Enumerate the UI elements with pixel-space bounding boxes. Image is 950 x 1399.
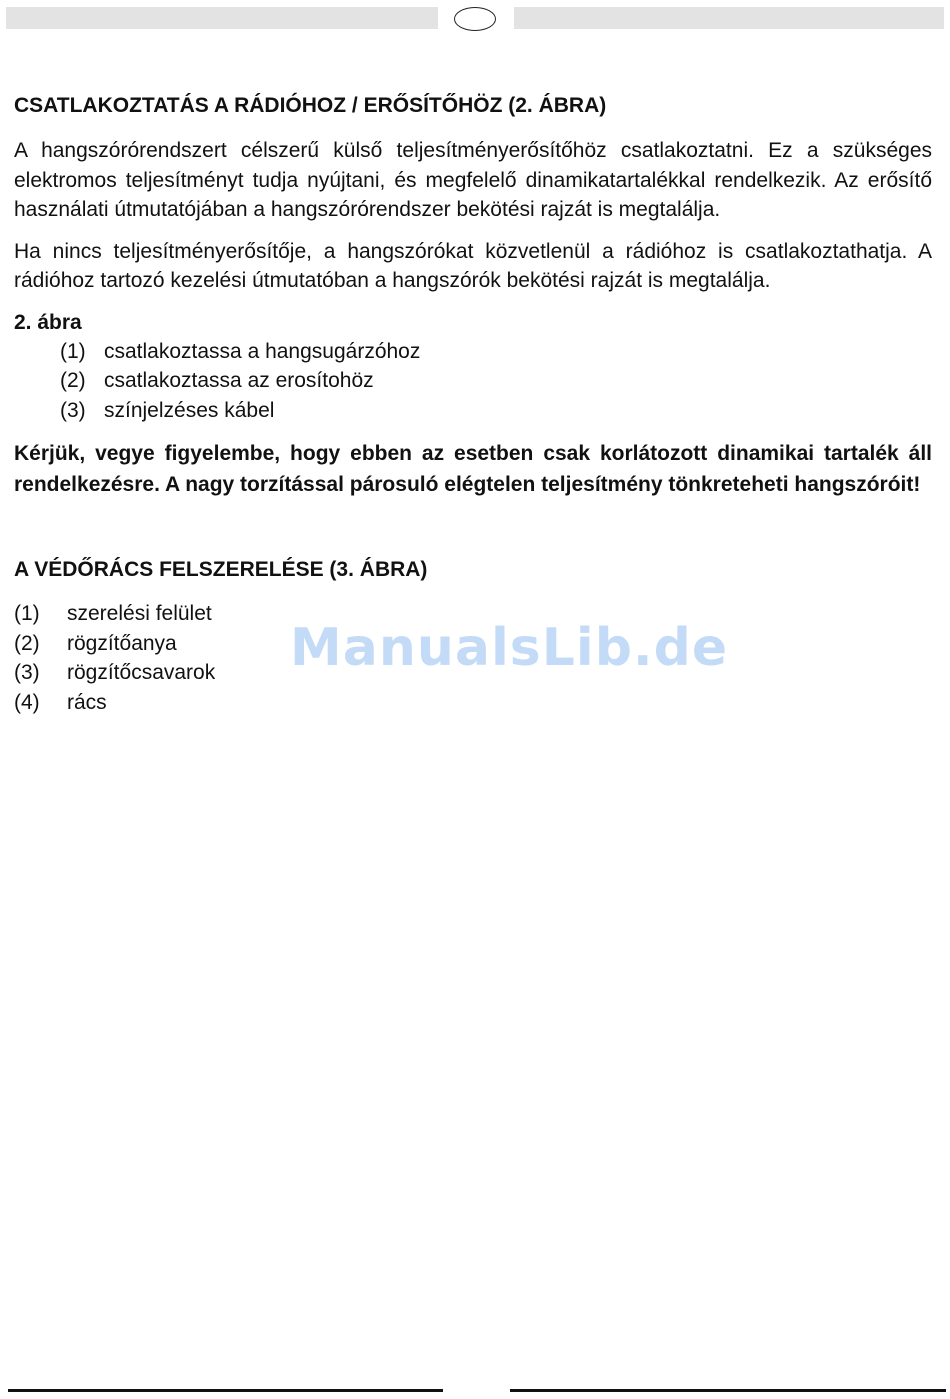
- item-text: csatlakoztassa az erosítohöz: [104, 369, 374, 392]
- list-item: [14, 688, 932, 718]
- section-heading-connection: CSATLAKOZTATÁS A RÁDIÓHOZ / ERŐSÍTŐHÖZ (2. ÁBRA): [14, 94, 607, 117]
- figure-2-legend: [14, 337, 932, 426]
- item-number: (2): [60, 369, 86, 392]
- page-content: [14, 92, 932, 717]
- item-number: (3): [14, 661, 40, 684]
- list-item: [14, 658, 932, 688]
- item-text: rács: [67, 690, 107, 714]
- footer-rule-left: [8, 1389, 443, 1392]
- watermark: ManualsLib.de: [290, 618, 729, 678]
- item-text: színjelzéses kábel: [104, 398, 275, 422]
- paragraph-radio: Ha nincs teljesítményerősítője, a hangszórókat közvetlenül a rádióhoz is csatlakoztathatja. A rádióhoz tartozó kezelési útmutatóban a hangszórók bekötési rajzát is megtalálja.: [14, 239, 932, 292]
- warning-note: Kérjük, vegye figyelembe, hogy ebben az esetben csak korlátozott dinamikai tartalék áll rendelkezésre. A nagy torzítással párosuló elégtelen teljesítmény tönkreteheti hangszóróit!: [14, 442, 932, 496]
- item-text: rögzítőcsavarok: [67, 661, 216, 684]
- language-marker-oval: [454, 7, 496, 31]
- footer-rule-right: [510, 1389, 946, 1392]
- item-number: (4): [14, 690, 40, 714]
- list-item: [14, 629, 932, 659]
- item-number: (1): [60, 339, 86, 363]
- list-item: [14, 337, 932, 367]
- header-bar-right: [514, 7, 944, 29]
- item-text: szerelési felület: [67, 602, 212, 625]
- list-item: [14, 366, 932, 396]
- item-number: (2): [14, 631, 40, 655]
- item-number: (3): [60, 398, 86, 422]
- header-bar-left: [6, 7, 438, 29]
- paragraph-amplifier: A hangszórórendszert célszerű külső teljesítményerősítőhöz csatlakoztatni. Ez a szükséges elektromos teljesítményt tudja nyújtani, és megfelelő dinamikatartalékkal rendelkezik. Az erősítő használati útmutatójában a hangszórórendszer bekötési rajzát is megtalálja.: [14, 139, 932, 221]
- list-item: [14, 599, 932, 629]
- item-text: rögzítőanya: [67, 631, 177, 655]
- item-number: (1): [14, 602, 40, 625]
- list-item: [14, 396, 932, 426]
- figure-2-title: 2. ábra: [14, 310, 82, 334]
- grille-parts-list: [14, 599, 932, 717]
- item-text: csatlakoztassa a hangsugárzóhoz: [104, 339, 421, 363]
- section-heading-grille: A VÉDŐRÁCS FELSZERELÉSE (3. ÁBRA): [14, 558, 428, 581]
